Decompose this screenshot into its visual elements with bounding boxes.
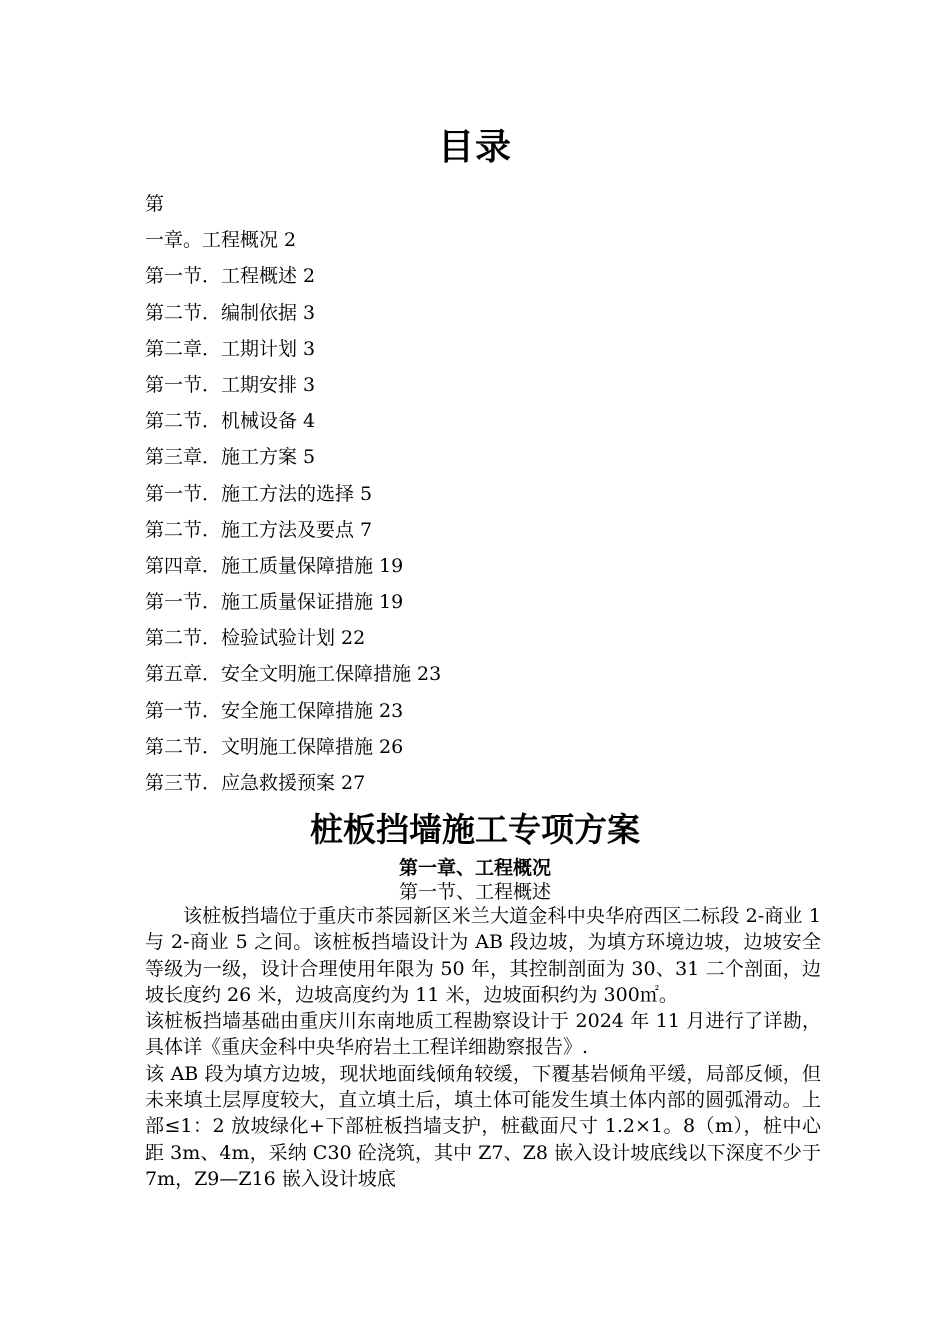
document-title: 桩板挡墙施工专项方案 bbox=[310, 810, 640, 849]
body-text bbox=[145, 903, 821, 1192]
paragraph: 该桩板挡墙基础由重庆川东南地质工程勘察设计于 2024 年 11 月进行了详勘，具体详《重庆金科中央华府岩土工程详细勘察报告》. bbox=[145, 1010, 821, 1059]
table-of-contents bbox=[145, 186, 825, 801]
chapter-heading: 第一章、工程概况 bbox=[398, 857, 551, 879]
toc-entry: 第二章．工期计划 3 bbox=[145, 337, 316, 360]
toc-entry: 第二节．编制依据 3 bbox=[145, 301, 316, 324]
toc-entry: 第二节．文明施工保障措施 26 bbox=[145, 735, 404, 758]
toc-entry: 第二节．检验试验计划 22 bbox=[145, 627, 366, 650]
toc-entry: 第一节．安全施工保障措施 23 bbox=[145, 699, 404, 722]
toc-title: 目录 bbox=[437, 127, 512, 168]
toc-entry: 第二节．施工方法及要点 7 bbox=[145, 518, 373, 541]
toc-entry: 第三节．应急救援预案 27 bbox=[145, 772, 366, 794]
paragraph: 该 AB 段为填方边坡，现状地面线倾角较缓，下覆基岩倾角平缓，局部反倾，但未来填土层厚度较大，直立填土后，填土体可能发生填土体内部的圆弧滑动。上部≤1：2 放坡绿化+下部桩板挡墙支护，桩截面尺寸 1.2×1。8（m），桩中心距 3m、4m，采纳 C30 砼浇筑，其中 Z7、Z8 嵌入设计坡底线以下深度不少于 7m，Z9—Z16 嵌入设计坡底 bbox=[145, 1062, 821, 1190]
section-heading: 第一节、工程概述 bbox=[398, 881, 551, 903]
toc-entry: 第一节．施工方法的选择 5 bbox=[145, 482, 373, 505]
toc-entry: 第五章．安全文明施工保障措施 23 bbox=[145, 663, 442, 686]
toc-entry: 第一节．施工质量保证措施 19 bbox=[145, 591, 404, 614]
toc-entry: 第一节．工程概述 2 bbox=[145, 265, 316, 288]
toc-entry: 第三章．施工方案 5 bbox=[145, 446, 316, 469]
toc-entry: 第 bbox=[145, 193, 165, 215]
toc-entry: 一章。工程概况 2 bbox=[145, 229, 297, 252]
paragraph: 该桩板挡墙位于重庆市茶园新区米兰大道金科中央华府西区二标段 2-商业 1 与 2-商业 5 之间。该桩板挡墙设计为 AB 段边坡，为填方环境边坡，边坡安全等级为一级，设计合理使用年限为 50 年，其控制剖面为 30、31 二个剖面，边坡长度约 26 米，边坡高度约为 11 米，边坡面积约为 300㎡。 bbox=[145, 905, 821, 1006]
toc-entry: 第一节．工期安排 3 bbox=[145, 373, 316, 396]
toc-entry: 第二节．机械设备 4 bbox=[145, 410, 316, 433]
toc-entry: 第四章．施工质量保障措施 19 bbox=[145, 554, 404, 577]
